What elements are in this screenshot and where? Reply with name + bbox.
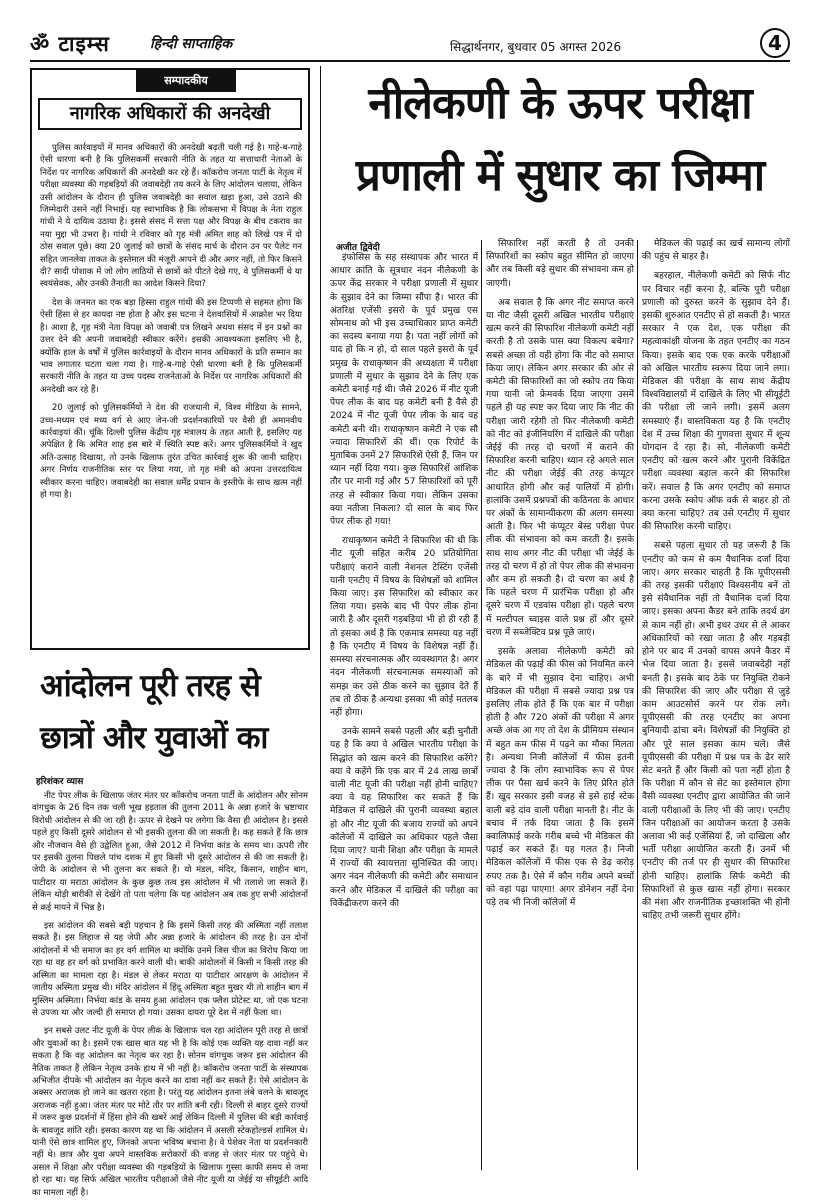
article-paragraph: नीट पेपर लीक के खिलाफ जंतर मंतर पर कॉकरोच जनता पार्टी के आंदोलन और सोनम वांगचुक के 26 दिन तक चली भूख हड़ताल की तुलना 2011 के अन्ना हजारे के भ्रष्टाचार विरोधी आंदोलन से की जा रही है। ऊपर से देखने पर लगेगा कि वैसा ही आंदोलन है। इससे पहले हुए किसी दूसरे आंदोलन से भी इसकी तुलना की जा सकती है। कह सकते हैं कि छात्र और नौजवान वैसे ही उद्वेलित हुआ, जैसे 2012 में निर्भया कांड के समय था। ऊपरी तौर पर इसकी तुलना पिछले पांच दशक में हुए किसी भी दूसरे आंदोलन से की जा सकती है। जेपी के आंदोलन से भी तुलना कर सकते हैं। यो मंडल, मंदिर, किसान, शाहीन बाग, पाटीदार या मराठा आंदोलन के कुछ कुछ तत्व इस आंदोलन में भी तलाशे जा सकते हैं। लेकिन थोड़ी बारीकी से देखेंगे तो पता चलेगा कि यह आंदोलन अब तक हुए सभी आंदोलनों से कई मायने में भिन्न है। [32, 791, 308, 913]
article-paragraph: सबसे पहला सुधार तो यह जरूरी है कि एनटीए को कम से कम वैधानिक दर्जा दिया जाए। अगर सरकार चाहती है कि यूपीएससी की तरह इसकी परीक्षाएं विश्वसनीय बनें तो इसे संवैधानिक नहीं तो वैधानिक दर्जा दिया जाए। इसका अपना कैडर बने ताकि तदर्थ ढंग से काम नहीं हो। अभी इधर उधर से ले आकर अधिकारियों को रखा जाता है और गड़बड़ी होने पर बाद में उनको वापस अपने कैडर में भेज दिया जाता है। इससे जवाबदेही नहीं बनती है। इसके बाद ठेके पर नियुक्ति रोकने की सिफारिश की जाए और परीक्षा से जुड़े काम आउटसोर्स करने पर रोक लगे। यूपीएससी की तरह एनटीए का अपना बुनियादी ढांचा बने। विशेषज्ञों की नियुक्ति हो और पूरे साल इसका काम चले। जैसे यूपीएससी की परीक्षा में प्रश्न पत्र के ढेर सारे सेट बनते हैं और किसी को पता नहीं होता है कि परीक्षा में कौन से सेट का इस्तेमाल होगा वैसी व्यवस्था एनटीए द्वारा आयोजित की जाने वाली परीक्षाओं के लिए भी की जाए। एनटीए जिन परीक्षाओं का आयोजन करता है उसके अलावा भी कई एजेंसियां हैं, जो दाखिला और भर्ती परीक्षा आयोजित करती हैं। उनमें भी एनटीए की तर्ज पर ही सुधार की सिफारिश होनी चाहिए। हालांकि सिर्फ कमेटी की सिफारिशों से कुछ खास नहीं होगा। सरकार की मंशा और राजनीतिक इच्छाशक्ति भी होनी चाहिए तभी जरूरी सुधार होंगे। [642, 541, 790, 922]
column-divider [637, 240, 638, 1170]
story1-column-2 [486, 238, 634, 1172]
article-paragraph: इस आंदोलन की सबसे बड़ी पहचान है कि इसमें किसी तरह की अस्मिता नहीं तलाश सकते हैं। इस लिहाज से यह जेपी और अन्ना हजारे के आंदोलन की तरह है। उन दोनों आंदोलनों में भी समाज का हर वर्ग शामिल था क्योंकि उनमें जिस चीज का विरोध किया जा रहा था वह हर वर्ग को प्रभावित करने वाली थी। बाकी आंदोलनों में किसी न किसी तरह की अस्मिता का मामला रहा है। मंडल से लेकर मराठा या पाटीदार आरक्षण के आंदोलन में जातीय अस्मिता प्रमुख थी। मंदिर आंदोलन में हिंदू अस्मिता बहुत मुखर थी तो शाहीन बाग में मुस्लिम अस्मिता। निर्भया कांड के समय हुआ आंदोलन एक फ्लैश प्रोटेस्ट था, जो एक घटना से उपजा था और जल्दी ही समाप्त हो गया। उसका दायरा पूरे देश में नहीं फैला था। [32, 921, 308, 1018]
editorial-tag: सम्पादकीय [136, 70, 236, 92]
main-headline: नीलेकणी के ऊपर परीक्षा प्रणाली में सुधार का जिम्मा [355, 78, 765, 201]
story1-column-1 [330, 252, 478, 1172]
article-paragraph: उनके सामने सबसे पहली और बड़ी चुनौती यह है कि क्या वे अखिल भारतीय परीक्षा के सिद्धांत को खत्म करने की सिफारिश करेंगे? क्या वे कहेंगे कि एक बार में 24 लाख छात्रों वाली नीट यूजी की परीक्षा नहीं होनी चाहिए? क्या वे यह सिफारिश कर सकते हैं कि मेडिकल में दाखिले की पुरानी व्यवस्था बहाल हो और नीट यूजी की बजाय राज्यों को अपने कॉलेजों में दाखिले का अधिकार पहले जैसा दिया जाए? यानी शिक्षा और परीक्षा के मामले में राज्यों की स्वायत्तता सुनिश्चित की जाए। अगर नंदन नीलेकणी की कमेटी और समाधान करने और मेडिकल में दाखिले की परीक्षा का विकेंद्रीकरण करने की [330, 727, 478, 909]
page-number: 4 [760, 28, 790, 58]
editorial-body [40, 142, 302, 642]
article-paragraph: इन सबसे उलट नीट यूजी के पेपर लीक के खिलाफ चल रहा आंदोलन पूरी तरह से छात्रों और युवाओं का है। इसमें एक खास बात यह भी है कि कोई एक व्यक्ति यह दावा नहीं कर सकता है कि वह आंदोलन का नेतृत्व कर रहा है। सोनम वांगचुक जरूर इस आंदोलन की नैतिक ताकत हैं लेकिन नेतृत्व उनके हाथ में भी नहीं है। कॉकरोच जनता पार्टी के संस्थापक अभिजीत दीपके भी आंदोलन का नेतृत्व करने का दावा नहीं कर सकते हैं। ऐसे आंदोलन के अक्सर अराजक हो जाने का खतरा रहता है। परंतु यह आंदोलन इतना लंबे चलने के बावजूद अराजक नहीं हुआ। जंतर मंतर पर मोटे तौर पर शांति बनी रही। दिल्ली से बाहर दूसरे राज्यों में जरूर कुछ प्रदर्शनों में हिंसा होने की खबरें आईं लेकिन दिल्ली में पुलिस की बड़ी कार्रवाई के बावजूद शांति रही। इसका कारण यह था कि आंदोलन में असली स्टेकहोल्डर्स शामिल थे। यानी ऐसे छात्र शामिल हुए, जिनको अपना भविष्य बचाना है। वे पेशेवर नेता या प्रदर्शनकारी नहीं थे। छात्र और युवा अपने वास्तविक सरोकारों की वजह से जंतर मंतर पर पहुंचे थे। असल में शिक्षा और परीक्षा व्यवस्था की गड़बड़ियों के खिलाफ गुस्सा काफी समय से जमा हो रहा था। यह सिर्फ अखिल भारतीय परीक्षाओं जैसे नीट यूजी या जेईई या सीयूईटी आदि का मामला नहीं है। [32, 1026, 308, 1198]
story2-byline: हरिशंकर व्यास [36, 777, 84, 787]
article-paragraph: बहरहाल, नीलेकणी कमेटी को सिर्फ नीट पर विचार नहीं करना है, बल्कि पूरी परीक्षा प्रणाली को दुरुस्त करने के सुझाव देने हैं। इसकी शुरुआत एनटीए से हो सकती है। भारत सरकार ने एक देश, एक परीक्षा की महत्वाकांक्षी योजना के तहत एनटीए का गठन किया। इसके बाद एक एक करके परीक्षाओं को अखिल भारतीय स्वरूप दिया जाने लगा। मेडिकल की परीक्षा के साथ साथ केंद्रीय विश्वविद्यालयों में दाखिले के लिए भी सीयूईटी की परीक्षा ली जाने लगी। इसमें अलग समस्याएं हैं। वास्तविकता यह है कि एनटीए देश में उच्च शिक्षा की गुणवत्ता सुधार में शून्य योगदान दे रहा है। सो, नीलेकणी कमेटी एनटीए को खत्म करने और पुरानी विकेंद्रित परीक्षा व्यवस्था बहाल करने की सिफारिश करें। सवाल है कि अगर एनटीए को समाप्त करना उसके स्कोप ऑफ वर्क से बाहर हो तो क्या करना चाहिए? तब उसे एनटीए में सुधार की सिफारिश करनी चाहिए। [642, 271, 790, 533]
article-paragraph: अब सवाल है कि अगर नीट समाप्त करने या नीट जैसी दूसरी अखिल भारतीय परीक्षाएं खत्म करने की सिफारिश नीलेकणी कमेटी नहीं करती है तो उसके पास क्या विकल्प बचेगा? सबसे अच्छा तो यही होगा कि नीट को समाप्त किया जाए। लेकिन अगर सरकार की ओर से कमेटी की सिफारिशों का जो स्कोप तय किया गया यानी जो फ्रेमवर्क दिया जाएगा उसमें पहले ही यह स्पष्ट कर दिया जाए कि नीट की परीक्षा जारी रहेगी तो फिर नीलेकणी कमेटी को नीट को इंजीनियरिंग में दाखिले की परीक्षा जेईई की तरह दो चरणों में कराने की सिफारिश करनी चाहिए। ध्यान रहे अगले साल नीट की परीक्षा जेईई की तरह कंप्यूटर आधारित होगी और कई पालियों में होगी। हालांकि उसमें प्रश्नपत्रों की कठिनता के आधार पर अंकों के सामान्यीकरण की अलग समस्या आती है। फिर भी कंप्यूटर बेस्ड परीक्षा पेपर लीक की संभावना को कम करती है। इसके साथ साथ अगर नीट की परीक्षा भी जेईई के तरह दो चरण में हो तो पेपर लीक की संभावना और कम हो सकती है। दो चरण का अर्थ है कि पहले चरण में प्रारंभिक परीक्षा हो और दूसरे चरण में एडवांस परीक्षा हो। पहले चरण में मल्टीपल च्वाइस वाले प्रश्न हों और दूसरे चरण में सब्जेक्टिव प्रश्न पूछे जाएं। [486, 297, 634, 638]
story1-column-3 [642, 238, 790, 1172]
article-paragraph: सिफारिश नहीं करती है तो उनकी सिफारिशों का स्कोप बहुत सीमित हो जाएगा और तब किसी बड़े सुधार की संभावना कम हो जाएगी। [486, 239, 634, 289]
article-paragraph: मेडिकल की पढ़ाई का खर्च सामान्य लोगों की पहुंच से बाहर है। [642, 239, 790, 263]
masthead [30, 28, 790, 62]
section-divider [320, 66, 321, 1170]
newspaper-brand: ॐ टाइम्स [30, 31, 110, 56]
editorial-box [30, 68, 310, 650]
editorial-paragraph: पुलिस कार्रवाइयों में मानव अधिकारों की अनदेखी बढ़ती चली गई है। गाहे-ब-गाहे ऐसी धारणा बनी है कि पुलिसकर्मी सरकारी नीति के तहत या सत्ताधारी नेताओं के निर्देश पर नागरिक अधिकारों की अनदेखी कर रहे हैं। कॉकरोच जनता पार्टी के नेतृत्व में परीक्षा व्यवस्था की गड़बड़ियों की जवाबदेही तय करने के लिए आंदोलन चलाया, लेकिन उसी आंदोलन के दौरान ही पुलिस जवाबदेही का सवाल खड़ा हुआ, उसे उठाने की जिम्मेदारी उसने नहीं निभाई। यह स्वाभाविक है कि लोकसभा में विपक्ष के नेता राहुल गांधी ने ये दायित्व उठाया है। इससे संसद में सत्ता पक्ष और विपक्ष के बीच टकराव का नया मुद्दा भी उभरा है। गांधी ने रविवार को गृह मंत्री अमित शाह को लिखे पत्र में दो ठोस सवाल पूछे। क्या 20 जुलाई को छात्रों के संसद मार्च के दौरान उन पर पैलेट गन सहित जानलेवा ताकत के इस्तेमाल की मंजूरी आपने दी और अगर नहीं, तो फिर किसने दी? सादी पोशाक में जो लोग लाठियों से छात्रों को पीटते देखे गए, वे पुलिसकर्मी थे या स्वयंसेवक, और उनकी तैनाती का आदेश किसने दिया? [40, 143, 302, 290]
editorial-paragraph: 20 जुलाई को पुलिसकर्मियों ने देश की राजधानी में, विश्व मीडिया के सामने, उच्च-मध्यम एवं मध्य वर्ग से आए जेन-जी प्रदर्शनकारियों पर वैसी ही अमानवीय कार्रवाइयां कीं। चूंकि दिल्ली पुलिस केंद्रीय गृह मंत्रालय के तहत आती है, इसलिए यह अपेक्षित है कि अमित शाह इस बारे में स्थिति स्पष्ट करें। अगर पुलिसकर्मियों ने खुद अति-उत्साह दिखाया, तो उनके खिलाफ तुरंत उचित कार्रवाई शुरू की जानी चाहिए। अगर निर्णय राजनीतिक स्तर पर लिया गया, तो गृह मंत्री को अपना उत्तरदायित्व स्वीकार करना चाहिए। जवाबदेही का सवाल धर्मेंद्र प्रधान के इस्तीफे के साथ खत्म नहीं हो गया है। [40, 403, 302, 500]
dateline: सिद्धार्थनगर, बुधवार 05 अगस्त 2026 [450, 40, 622, 54]
column-divider [481, 240, 482, 1170]
article-paragraph: राधाकृष्णन कमेटी ने सिफारिश की थी कि नीट यूजी सहित करीब 20 प्रतियोगिता परीक्षाएं कराने वाली नेशनल टेस्टिंग एजेंसी यानी एनटीए में विषय के विशेषज्ञों को शामिल किया जाए। इस सिफारिश को स्वीकार कर लिया गया। इसके बाद भी पेपर लीक होना जारी है और दूसरी गड़बड़ियां भी हो ही रही हैं तो इसका अर्थ है कि एकमात्र समस्या यह नहीं है कि एनटीए में विषय के विशेषज्ञ नहीं हैं। समस्या संरचनात्मक और व्यवस्थागत है। अगर नंदन नीलेकणी संरचनात्मक समस्याओं को समझ कर उसे ठीक करने का सुझाव देते हैं तब तो ठीक है अन्यथा इसका भी कोई मतलब नहीं होगा। [330, 536, 478, 718]
newspaper-subtitle: हिन्दी साप्ताहिक [150, 36, 233, 52]
secondary-headline: आंदोलन पूरी तरह से छात्रों और युवाओं का [40, 668, 268, 756]
article-paragraph: इसके अलावा नीलेकणी कमेटी को मेडिकल की पढ़ाई की फीस को नियमित करने के बारे में भी सुझाव देना चाहिए। अभी मेडिकल की परीक्षा में सबसे ज्यादा प्रश्न पत्र इसलिए लीक होते हैं कि एक बार में परीक्षा होती है और 720 अंकों की परीक्षा में अगर अच्छे अंक आ गए तो देश के प्रीमियम संस्थान में बहुत कम फीस में पढ़ने का मौका मिलता है। अन्यथा निजी कॉलेजों में फीस इतनी ज्यादा है कि लोग स्वाभाविक रूप से पेपर लीक पर पैसा खर्च करने के लिए प्रेरित होते हैं। खुद सरकार इसी वजह से इसे हाई स्टेक वाली बड़े दांव वाली परीक्षा मानती है। नीट के बचाव में तर्क दिया जाता है कि इसमें क्वालिफाई करके गरीब बच्चे भी मेडिकल की पढ़ाई कर सकते हैं। यह गलत है। निजी मेडिकल कॉलेजों में फीस एक से डेढ़ करोड़ रुपए तक है। ऐसे में कौन गरीब अपने बच्चों को वहां पढ़ा पाएगा! अगर डोनेशन नहीं देना पड़े तब भी निजी कॉलेजों में [486, 647, 634, 908]
editorial-paragraph: देश के जनमत का एक बड़ा हिस्सा राहुल गांधी की इस टिप्पणी से सहमत होगा कि ऐसी हिंसा से हर कायदा नष्ट होता है और इस घटना ने देशवासियों में आक्रोश भर दिया है। आशा है, गृह मंत्री नेता विपक्ष को जवाबी पत्र लिखने अथवा संसद में इन प्रश्नों का उत्तर देने की अपनी जवाबदेही स्वीकार करेंगे। इसकी आवश्यकता इसलिए भी है, क्योंकि हाल के वर्षों में पुलिस कार्रवाइयों के दौरान मानव अधिकारों के प्रति सम्मान का भाव लगातार घटता चला गया है। गाहे-ब-गाहे ऐसी धारणा बनी है कि पुलिसकर्मी सरकारी नीति के तहत या उच्च पदस्थ राजनेताओं के निर्देश पर नागरिक अधिकारों की अनदेखी कर रहे हैं। [40, 297, 302, 395]
story1-byline: अजीत द्विवेदी [336, 243, 380, 253]
article-paragraph: इंफोसिस के सह संस्थापक और भारत में आधार क्रांति के सूत्रधार नंदन नीलेकणी के ऊपर केंद्र सरकार ने परीक्षा प्रणाली में सुधार के सुझाव देने का जिम्मा सौंपा है। भारत की अंतरिक्ष एजेंसी इसरो के पूर्व प्रमुख एस सोमनाथ को भी इस उच्चाधिकार प्राप्त कमेटी का सदस्य बनाया गया है। पता नहीं लोगों को याद हो कि न हो, दो साल पहले इसरो के पूर्व प्रमुख के राधाकृष्णन की अध्यक्षता में परीक्षा प्रणाली में सुधार के सुझाव देने के लिए एक कमेटी बनाई गई थी। जैसे 2026 में नीट यूजी पेपर लीक के बाद यह कमेटी बनी है वैसे ही 2024 में नीट यूजी पेपर लीक के बाद वह कमेटी बनी थी। राधाकृष्णन कमेटी ने एक सौ ज्यादा सिफारिशें की थीं। एक रिपोर्ट के मुताबिक उनमें 27 सिफारिशें ऐसी हैं, जिन पर ध्यान नहीं दिया गया। कुछ सिफारिशें आंशिक तौर पर मानी गईं और 57 सिफारिशों को पूरी तरह से स्वीकार किया गया। लेकिन उसका क्या नतीजा निकला? दो साल के बाद फिर पेपर लीक हो गया! [330, 253, 478, 528]
editorial-title: नागरिक अधिकारों की अनदेखी [38, 98, 302, 130]
story2-body [32, 790, 308, 1198]
